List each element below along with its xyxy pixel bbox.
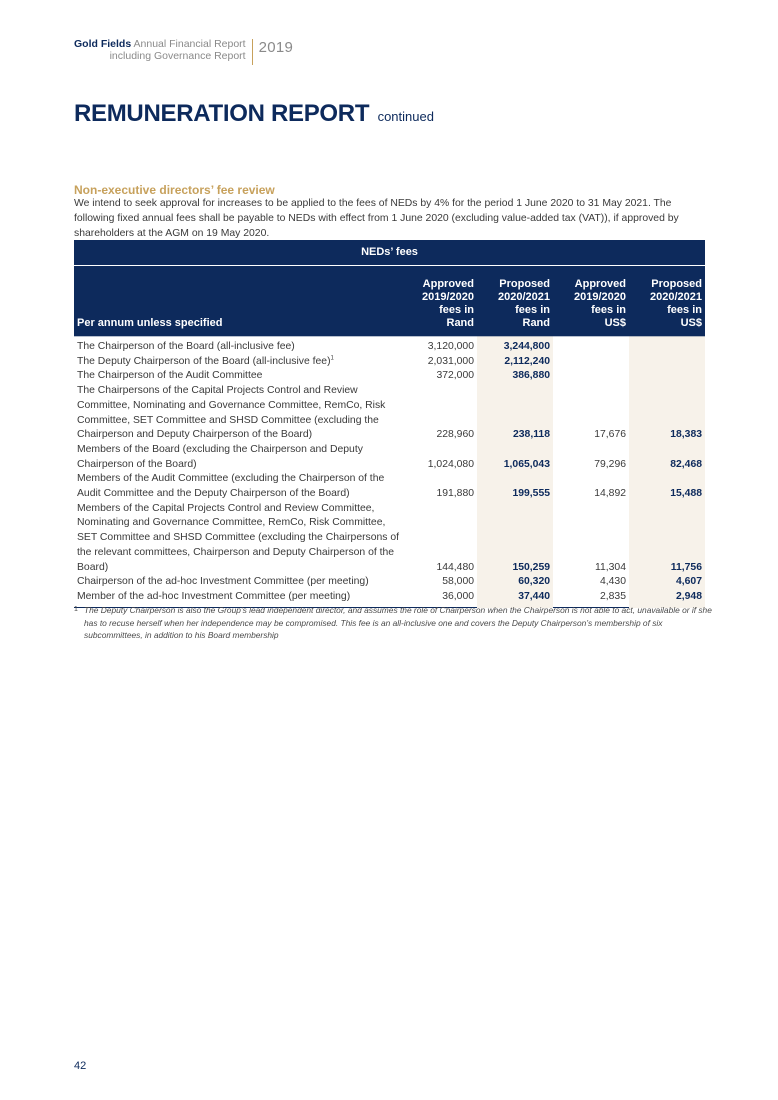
- row-label: [74, 384, 401, 443]
- col-header-text: 2020/2021: [498, 291, 550, 303]
- cell-proposed-rand: 3,244,800: [503, 341, 550, 352]
- report-header-text: [74, 38, 246, 62]
- row-label: [74, 443, 401, 472]
- header-divider: [252, 39, 253, 65]
- col-header-text: US$: [680, 317, 702, 329]
- page-number: 42: [74, 1060, 87, 1072]
- table-row: [74, 590, 705, 605]
- section-intro: We intend to seek approval for increases to be applied to the fees of NEDs by 4% for the period 1 June 2020 to 31 May 2021. The following fixed annual fees shall be payable to NEDs with effect from 1 June 2020 (excluding value-added tax (VAT)), if approved by shareholders at the AGM on 19 May 2020.: [74, 198, 679, 239]
- cell-proposed-rand: 150,259: [512, 561, 550, 573]
- cell-approved-rand: 58,000: [442, 576, 474, 588]
- row-label-text: The Chairperson of the Board (all-inclusive fee): [77, 341, 295, 352]
- row-label: [74, 472, 401, 501]
- row-label-text: The Chairperson of the Audit Committee: [77, 370, 263, 382]
- table-title: NEDs’ fees: [74, 240, 705, 266]
- table-row: [74, 443, 705, 472]
- cell-proposed-usd: 4,607: [675, 576, 702, 588]
- report-header: [74, 38, 293, 65]
- col-header-text: Approved: [574, 278, 626, 290]
- footnote-reference: 1: [330, 355, 334, 362]
- cell-approved-usd: 17,676: [594, 429, 626, 441]
- cell-proposed-rand: 386,880: [512, 370, 550, 382]
- cell-proposed-usd: 82,468: [670, 458, 702, 470]
- neds-fees-table: [74, 240, 705, 608]
- col-header-text: Rand: [446, 317, 474, 329]
- page-title-main: REMUNERATION REPORT: [74, 100, 370, 127]
- row-label: [74, 340, 401, 355]
- row-label: [74, 575, 401, 590]
- report-name-line2: including Governance Report: [109, 50, 246, 62]
- cell-approved-usd: 2,835: [599, 590, 626, 602]
- col-header-text: 2019/2020: [574, 291, 626, 303]
- footnote-mark: 1: [74, 606, 78, 613]
- row-label-text: The Chairpersons of the Capital Projects Control and Review Committee, Nominating and Governance Committee, RemCo, Risk Committee, SET Committee and SHSD Committee (excluding the Chairperson and Deputy Chairperson of the Board): [77, 385, 386, 441]
- cell-proposed-usd: 18,383: [670, 429, 702, 441]
- table-top-rule: [74, 336, 705, 337]
- cell-proposed-usd: 15,488: [670, 488, 702, 500]
- table-row: [74, 369, 705, 384]
- report-year: 2019: [258, 39, 294, 56]
- table-row: [74, 502, 705, 576]
- col-header-text: Proposed: [499, 278, 550, 290]
- cell-approved-usd: 79,296: [594, 458, 626, 470]
- row-label-text: Member of the ad-hoc Investment Committee (per meeting): [77, 590, 351, 602]
- column-header-approved-usd: [553, 278, 629, 330]
- row-label-text: Members of the Audit Committee (excluding the Chairperson of the Audit Committee and the Deputy Chairperson of the Board): [77, 473, 385, 500]
- table-row: [74, 340, 705, 355]
- row-label: [74, 590, 401, 605]
- page-title-continued: continued: [377, 109, 434, 124]
- row-label: [74, 369, 401, 384]
- cell-proposed-usd: 2,948: [675, 590, 702, 602]
- cell-proposed-rand: 37,440: [518, 590, 550, 602]
- table-rows: [74, 340, 705, 605]
- page-title: [74, 100, 434, 128]
- row-label: [74, 355, 401, 370]
- cell-approved-rand: 2,031,000: [427, 355, 474, 367]
- row-label-text: The Deputy Chairperson of the Board (all-inclusive fee): [77, 355, 331, 367]
- table-row: [74, 355, 705, 370]
- cell-proposed-rand: 60,320: [518, 576, 550, 588]
- col-header-text: fees in: [439, 304, 474, 316]
- table-header-row: [74, 266, 705, 336]
- footnote: [74, 604, 714, 642]
- section-heading: Non-executive directors’ fee review: [74, 183, 275, 197]
- footnote-text: The Deputy Chairperson is also the Group’s lead independent director, and assumes the role of Chairperson when the Chairperson is not able to act, unavailable or if she has to recuse herself when her independence may be compromised. This fee is an all-inclusive one and covers the Deputy Chairperson’s membership of six subcommittees, in addition to his Board membership: [84, 605, 712, 640]
- column-header-proposed-rand: [477, 278, 553, 330]
- row-label-text: Members of the Capital Projects Control and Review Committee, Nominating and Governance Committee, RemCo, Risk Committee, SET Committee and SHSD Committee (excluding the Chairpersons of the relevant committees, Chairperson and Deputy Chairperson of the Board): [77, 502, 400, 573]
- cell-proposed-usd: 11,756: [670, 561, 702, 573]
- col-header-text: US$: [604, 317, 626, 329]
- col-header-text: Approved: [422, 278, 474, 290]
- cell-approved-rand: 1,024,080: [427, 458, 474, 470]
- col-header-text: 2020/2021: [650, 291, 702, 303]
- label-column-header: Per annum unless specified: [77, 317, 223, 329]
- table-body: [74, 336, 705, 608]
- col-header-text: fees in: [591, 304, 626, 316]
- col-header-text: fees in: [515, 304, 550, 316]
- col-header-text: Rand: [522, 317, 550, 329]
- cell-approved-rand: 144,480: [436, 561, 474, 573]
- cell-approved-rand: 228,960: [436, 429, 474, 441]
- col-header-text: Proposed: [651, 278, 702, 290]
- col-header-text: fees in: [667, 304, 702, 316]
- row-label: [74, 502, 401, 576]
- brand-name: Gold Fields: [74, 38, 132, 50]
- table-row: [74, 384, 705, 443]
- column-header-proposed-usd: [629, 278, 705, 330]
- col-header-text: 2019/2020: [422, 291, 474, 303]
- cell-approved-usd: 4,430: [599, 576, 626, 588]
- cell-approved-usd: 11,304: [594, 561, 626, 573]
- cell-proposed-rand: 238,118: [513, 429, 550, 441]
- cell-approved-usd: 14,892: [594, 488, 626, 500]
- cell-approved-rand: 191,880: [436, 488, 474, 500]
- column-header-approved-rand: [401, 278, 477, 330]
- row-label-text: Chairperson of the ad-hoc Investment Committee (per meeting): [77, 576, 369, 588]
- cell-proposed-rand: 199,555: [512, 488, 550, 500]
- cell-approved-rand: 372,000: [436, 370, 474, 382]
- cell-proposed-rand: 2,112,240: [504, 355, 550, 367]
- table-row: [74, 575, 705, 590]
- table-row: [74, 472, 705, 501]
- cell-proposed-rand: 1,065,043: [503, 458, 550, 470]
- row-label-text: Members of the Board (excluding the Chairperson and Deputy Chairperson of the Board): [77, 443, 363, 470]
- cell-approved-rand: 36,000: [442, 590, 474, 602]
- report-name-line1: Annual Financial Report: [133, 38, 246, 50]
- cell-approved-rand: 3,120,000: [427, 341, 474, 352]
